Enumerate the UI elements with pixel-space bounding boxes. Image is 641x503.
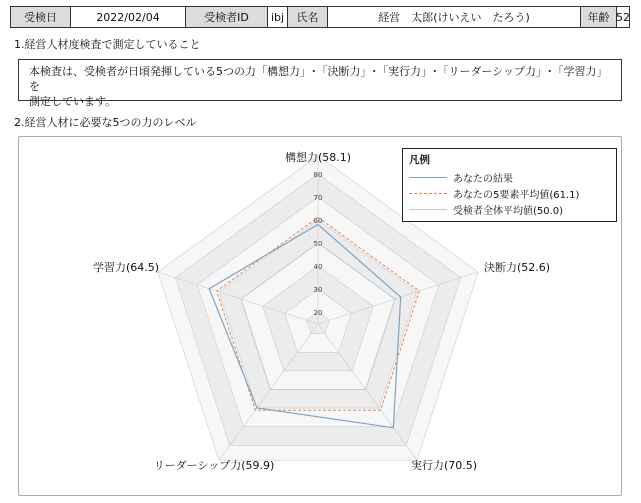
legend-swatch-own-average — [409, 193, 447, 194]
legend-swatch-overall-average — [409, 209, 447, 210]
radar-axis-label: リーダーシップ力(59.9) — [153, 459, 275, 472]
legend-label-overall-average: 受検者全体平均値(50.0) — [453, 205, 564, 217]
examinee-id-label: 受検者ID — [186, 7, 268, 27]
exam-date-label: 受検日 — [11, 7, 71, 27]
description-line-1: 本検査は、受検者が日頃発揮している5つの力「構想力」･「決断力」･「実行力」･「リーダーシップ力」･「学習力」を — [29, 65, 608, 93]
radar-axis-label: 学習力(64.5) — [92, 261, 160, 274]
legend-label-result: あなたの結果 — [453, 173, 513, 185]
age-label: 年齢 — [581, 7, 617, 27]
radar-tick-label: 40 — [313, 263, 323, 271]
legend-label-own-average: あなたの5要素平均値(61.1) — [453, 189, 580, 201]
legend-item — [409, 185, 610, 201]
radar-tick-label: 70 — [313, 194, 323, 202]
section-2-heading: 2.経営人材に必要な5つの力のレベル — [14, 116, 197, 129]
radar-axis-label: 構想力(58.1) — [284, 151, 352, 164]
radar-tick-label: 60 — [313, 217, 323, 225]
legend-swatch-result — [409, 177, 447, 178]
radar-tick-label: 30 — [313, 286, 323, 294]
radar-tick-label: 50 — [313, 240, 323, 248]
legend-item — [409, 169, 610, 185]
radar-tick-label: 80 — [313, 171, 323, 179]
radar-axis-label: 実行力(70.5) — [410, 459, 478, 472]
legend-item — [409, 201, 610, 217]
legend-title: 凡例 — [409, 154, 430, 166]
radar-axis-label: 決断力(52.6) — [484, 261, 551, 274]
name-label: 氏名 — [288, 7, 328, 27]
description-line-2: 測定しています。 — [29, 95, 117, 108]
age-value: 52 — [616, 10, 630, 24]
section-1-heading: 1.経営人材度検査で測定していること — [14, 38, 201, 51]
radar-tick-label: 20 — [313, 309, 323, 317]
chart-legend — [402, 148, 617, 222]
examinee-id-value: ibj — [268, 7, 288, 27]
name-value: 経営 太郎(けいえい たろう) — [328, 7, 581, 27]
exam-date-value: 2022/02/04 — [71, 7, 186, 27]
